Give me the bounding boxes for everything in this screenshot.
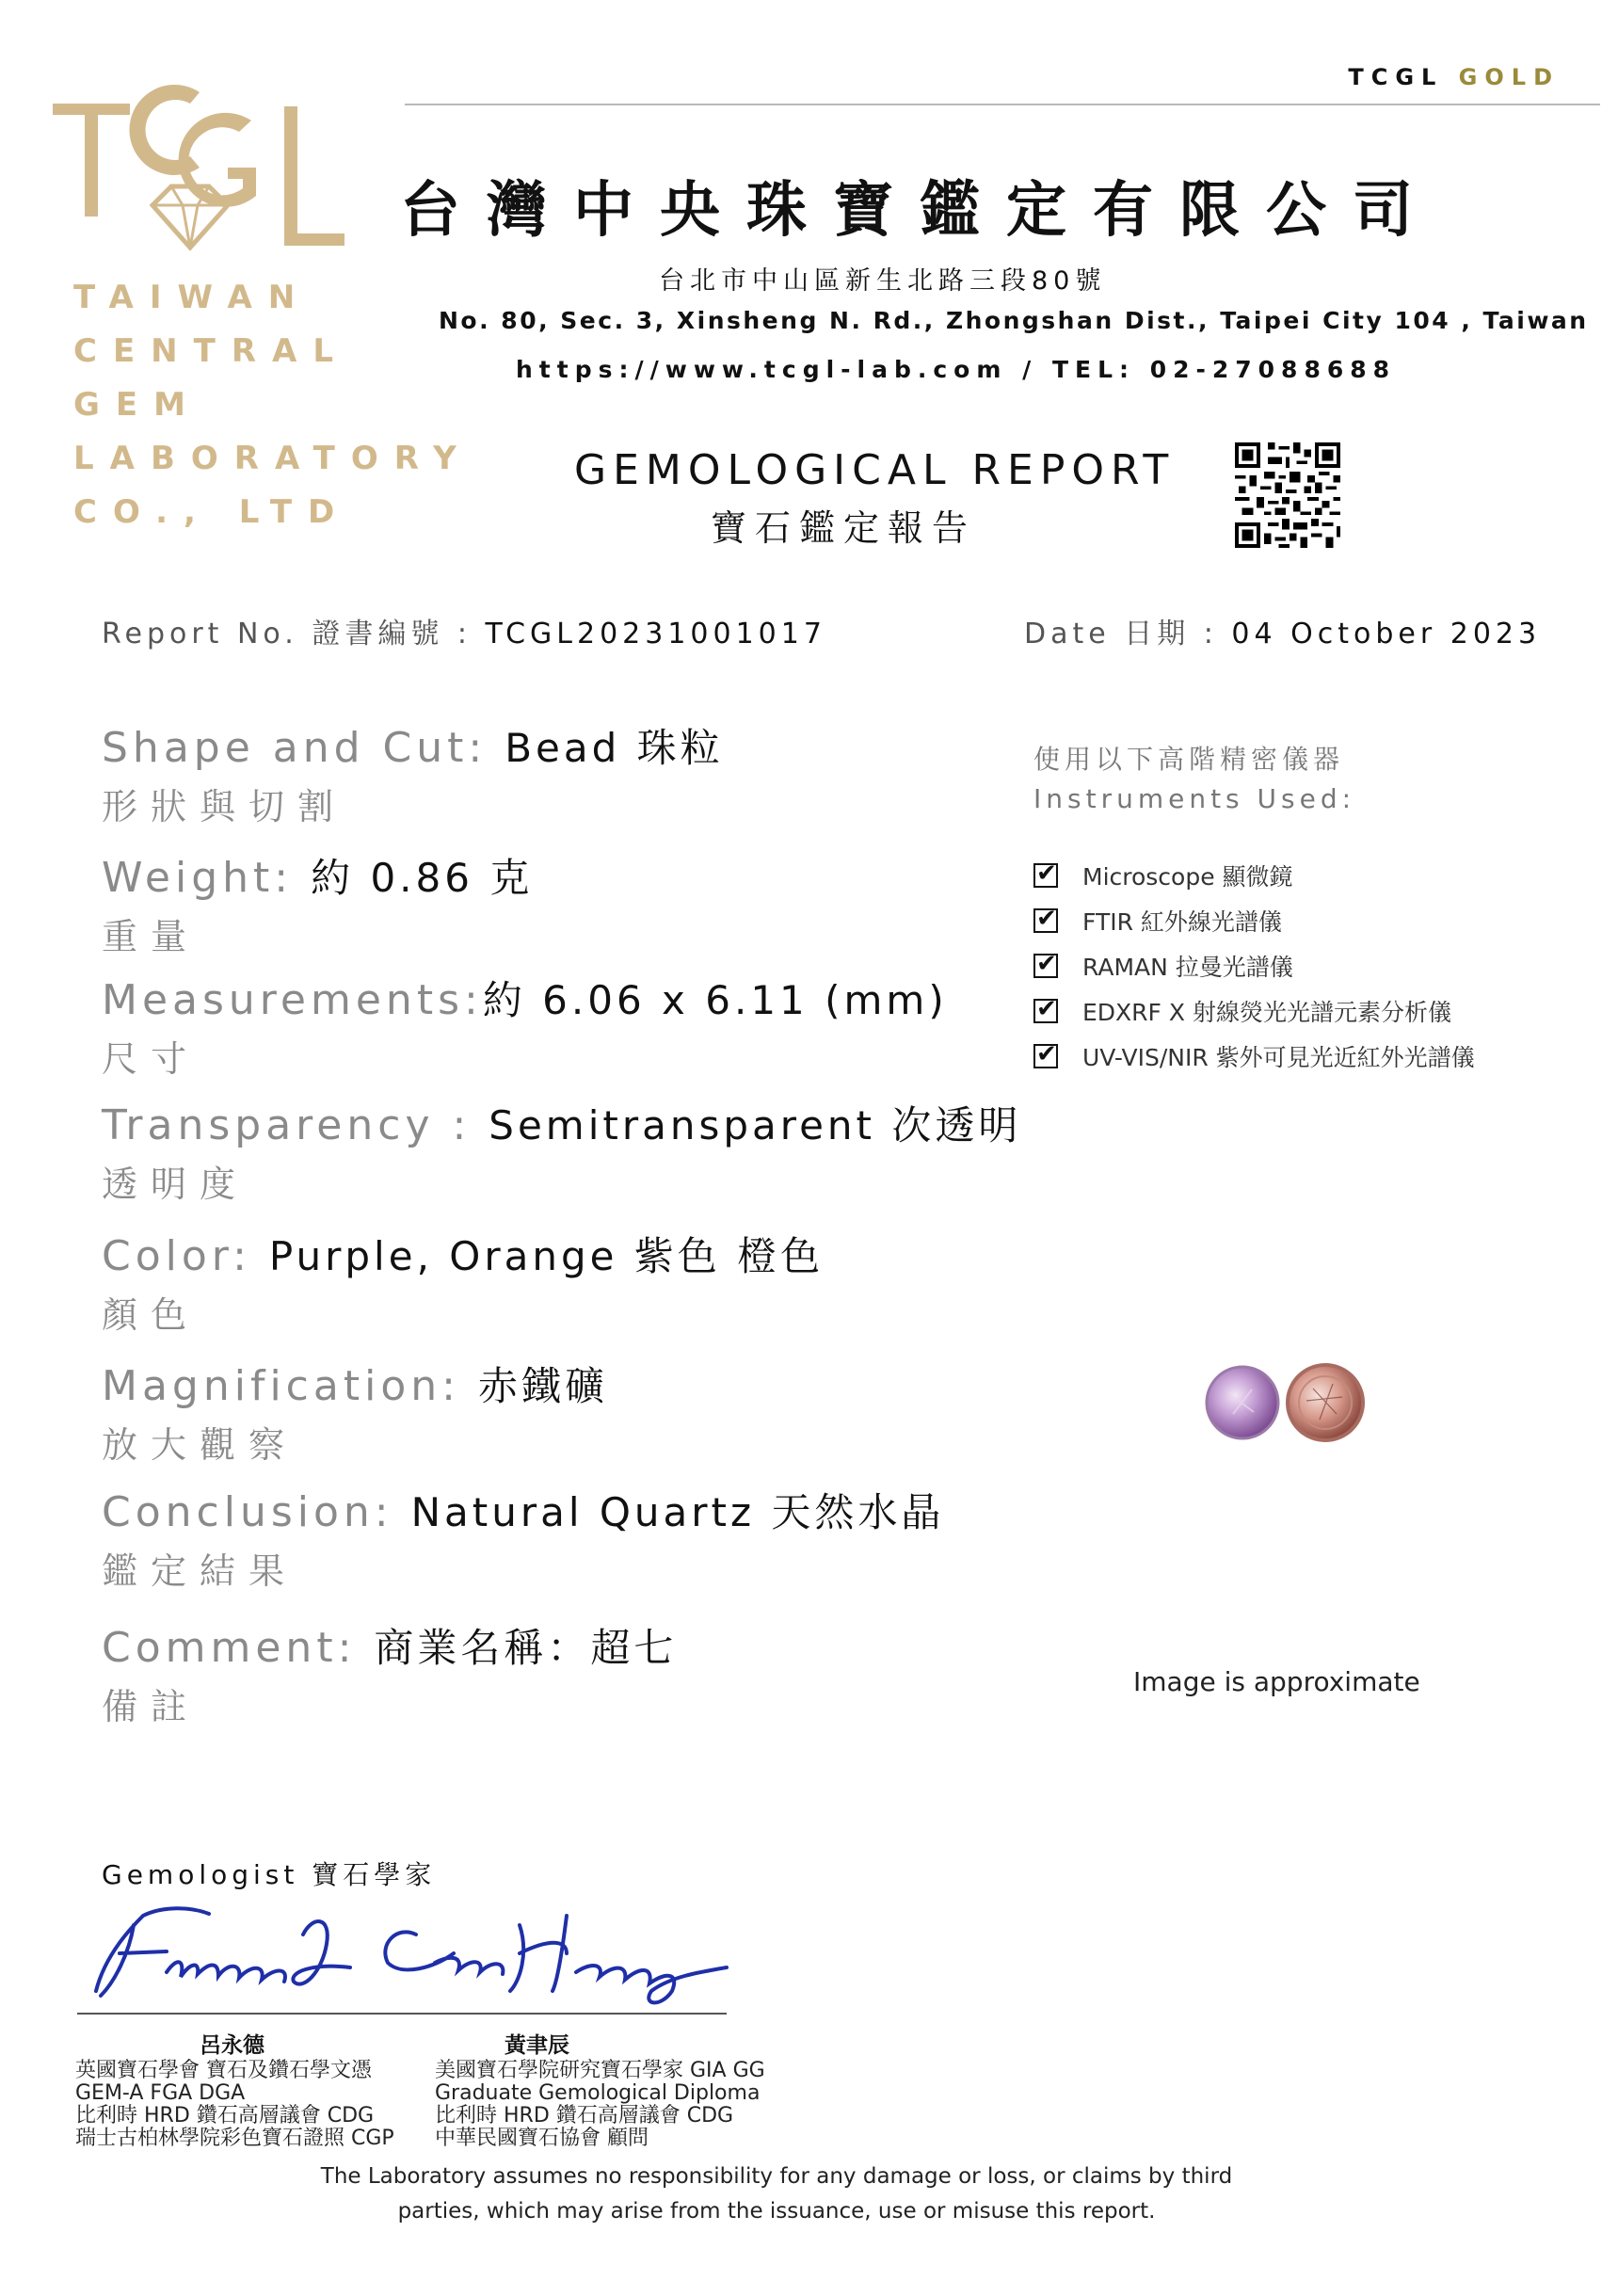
instrument-item [1033,1034,1475,1079]
instrument-label: FTIR 紅外線光譜儀 [1082,908,1282,936]
report-title-en: GEMOLOGICAL REPORT [574,446,1176,494]
field-label-cn: 透明度 [102,1164,249,1205]
disclaimer [282,2160,1271,2229]
credential-line: 瑞士古柏林學院彩色寶石證照 CGP [75,2127,394,2150]
checkbox-checked-icon [1033,999,1058,1023]
logo-company-name [73,271,473,539]
gemologist-title: Gemologist 寶石學家 [102,1859,437,1890]
credential-line: 美國寶石學院研究寶石學家 GIA GG [435,2059,765,2082]
brand-name: TCGL [1348,64,1444,90]
field-weight [102,847,533,959]
field-comment [102,1617,677,1729]
instrument-label: UV-VIS/NIR 紫外可見光近紅外光譜儀 [1082,1044,1475,1071]
header-divider [405,104,1600,105]
field-shape-cut [102,717,724,829]
brand-tier: GOLD [1458,64,1560,90]
field-value: Bead 珠粒 [505,725,724,771]
field-label-cn: 鑑定結果 [102,1550,298,1592]
credential-line: Graduate Gemological Diploma [435,2081,761,2105]
qr-code[interactable] [1235,442,1340,548]
field-color [102,1226,824,1338]
field-label-cn: 備註 [102,1686,200,1727]
image-approximate-note: Image is approximate [1133,1666,1420,1697]
field-label-cn: 放大觀察 [102,1424,298,1466]
instrument-item [1033,943,1475,988]
instruments-heading-en: Instruments Used: [1033,783,1356,814]
report-date [1024,610,1541,651]
logo-line: TAIWAN [73,279,312,316]
field-label-cn: 顏色 [102,1294,200,1336]
credential-line: 比利時 HRD 鑽石高層議會 CDG [435,2104,734,2127]
gemologist-name-1: 呂永德 [200,2033,264,2058]
field-value: Natural Quartz 天然水晶 [410,1489,945,1535]
field-label-cn: 重量 [102,916,200,957]
address-en: No. 80, Sec. 3, Xinsheng N. Rd., Zhongshan Dist., Taipei City 104 , Taiwan [439,307,1589,334]
checkbox-checked-icon [1033,908,1058,933]
instrument-item [1033,988,1475,1034]
field-magnification [102,1356,608,1468]
specimen-bead-image [1195,1356,1384,1450]
signature-line [77,2013,727,2015]
gemologist-signatures [77,1897,755,2010]
instrument-label: RAMAN 拉曼光譜儀 [1082,954,1293,981]
logo-line: CO., LTD [73,493,351,531]
report-title-cn: 寶石鑑定報告 [711,507,977,549]
field-label-cn: 形狀與切割 [102,786,347,827]
checkbox-checked-icon [1033,1044,1058,1068]
instrument-label: EDXRF X 射線熒光光譜元素分析儀 [1082,999,1451,1026]
field-label: Comment: [102,1624,375,1672]
report-number [102,610,826,651]
credential-line: 比利時 HRD 鑽石高層議會 CDG [75,2104,375,2127]
checkbox-checked-icon [1033,863,1058,888]
credential-line: 英國寶石學會 寶石及鑽石學文憑 [75,2059,372,2082]
field-label: Measurements: [102,976,483,1024]
field-label: Transparency : [102,1101,489,1149]
instruments-list [1033,853,1475,1079]
field-label-cn: 尺寸 [102,1038,200,1080]
checkbox-checked-icon [1033,954,1058,978]
field-measurements [102,970,948,1082]
logo-line: LABORATORY [73,440,473,477]
field-transparency [102,1095,1021,1207]
address-cn: 台北市中山區新生北路三段80號 [659,266,1107,296]
field-value: Semitransparent 次透明 [489,1102,1022,1148]
field-label: Conclusion: [102,1488,411,1536]
tcgl-logo [49,55,360,252]
credential-line: 中華民國寶石協會 顧問 [435,2127,649,2150]
field-value: 約 0.86 克 [311,855,534,901]
credential-line: GEM-A FGA DGA [75,2081,246,2105]
field-label: Shape and Cut: [102,724,505,772]
contact-line: https://www.tcgl-lab.com / TEL: 02-27088688 [516,356,1397,383]
field-value: 商業名稱：超七 [374,1625,678,1671]
report-number-label: Report No. 證書編號 : [102,618,486,650]
gemologist-2-credentials [435,2060,765,2150]
instruments-heading [1033,740,1355,819]
field-conclusion [102,1482,944,1594]
field-value: 赤鐵礦 [477,1363,608,1409]
report-date-value: 04 October 2023 [1231,618,1542,650]
instrument-item [1033,853,1475,898]
report-date-label: Date 日期 : [1024,618,1232,650]
logo-line: CENTRAL [73,332,349,370]
field-value: Purple, Orange 紫色 橙色 [268,1233,825,1279]
gemologist-1-credentials [75,2060,394,2150]
disclaimer-line: The Laboratory assumes no responsibility for any damage or loss, or claims by third [320,2164,1233,2189]
company-name-cn: 台灣中央珠寶鑑定有限公司 [400,176,1439,246]
field-label: Color: [102,1232,269,1280]
report-number-value: TCGL20231001017 [485,618,826,650]
instrument-label: Microscope 顯微鏡 [1082,863,1293,891]
instrument-item [1033,898,1475,943]
field-label: Weight: [102,854,312,902]
instruments-heading-cn: 使用以下高階精密儀器 [1033,744,1345,775]
disclaimer-line: parties, which may arise from the issuance, use or misuse this report. [397,2199,1156,2224]
brand-tag [1348,64,1560,90]
gemologist-name-2: 黃聿辰 [505,2033,569,2058]
field-label: Magnification: [102,1362,478,1410]
logo-line: GEM [73,386,201,424]
field-value: 約 6.06 x 6.11 (mm) [482,977,948,1023]
